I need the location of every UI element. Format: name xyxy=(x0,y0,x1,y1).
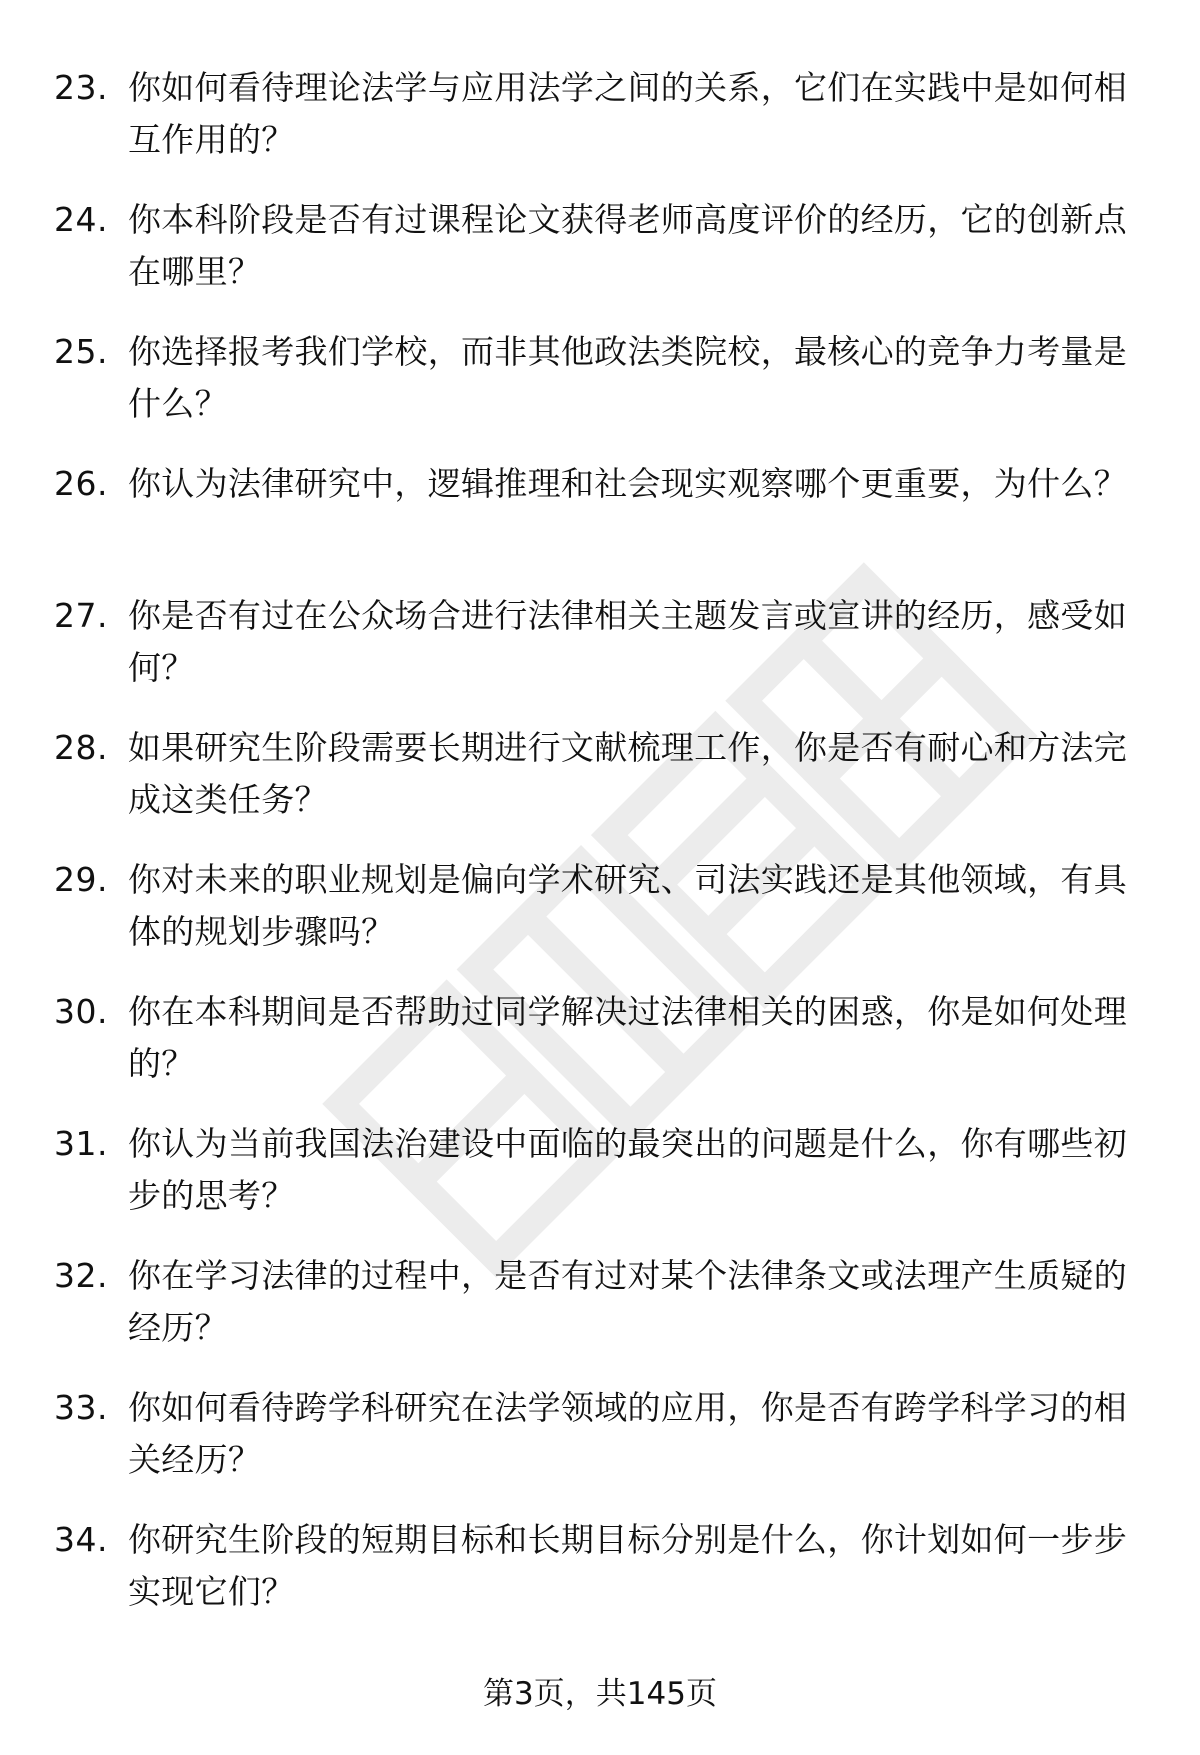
question-number: 29. xyxy=(54,860,108,899)
question-text: 你对未来的职业规划是偏向学术研究、司法实践还是其他领域，有具体的规划步骤吗？ xyxy=(128,860,1127,951)
question-number: 33. xyxy=(54,1388,108,1427)
list-item xyxy=(0,1510,1200,1642)
list-item xyxy=(0,718,1200,850)
question-text: 你在学习法律的过程中，是否有过对某个法律条文或法理产生质疑的经历？ xyxy=(128,1256,1127,1347)
list-item xyxy=(0,190,1200,322)
question-number: 24. xyxy=(54,200,108,239)
page-number-footer: 第3页，共145页 xyxy=(483,1676,717,1712)
question-number: 32. xyxy=(54,1256,108,1295)
list-item xyxy=(0,850,1200,982)
question-text: 你是否有过在公众场合进行法律相关主题发言或宣讲的经历，感受如何？ xyxy=(128,596,1127,687)
question-number: 26. xyxy=(54,464,108,503)
list-item xyxy=(0,1114,1200,1246)
question-text: 你本科阶段是否有过课程论文获得老师高度评价的经历，它的创新点在哪里？ xyxy=(128,200,1127,291)
question-text: 你在本科期间是否帮助过同学解决过法律相关的困惑，你是如何处理的？ xyxy=(128,992,1127,1083)
list-item xyxy=(0,1378,1200,1510)
question-text: 你如何看待理论法学与应用法学之间的关系，它们在实践中是如何相互作用的？ xyxy=(128,68,1127,159)
list-item xyxy=(0,586,1200,718)
list-item xyxy=(0,58,1200,190)
question-number: 34. xyxy=(54,1520,108,1559)
question-number: 25. xyxy=(54,332,108,371)
question-number: 27. xyxy=(54,596,108,635)
question-text: 如果研究生阶段需要长期进行文献梳理工作，你是否有耐心和方法完成这类任务？ xyxy=(128,728,1127,819)
question-list xyxy=(0,58,1200,1642)
question-text: 你如何看待跨学科研究在法学领域的应用，你是否有跨学科学习的相关经历？ xyxy=(128,1388,1127,1479)
question-number: 28. xyxy=(54,728,108,767)
question-text: 你认为法律研究中，逻辑推理和社会现实观察哪个更重要，为什么？ xyxy=(128,464,1127,503)
question-number: 31. xyxy=(54,1124,108,1163)
question-number: 23. xyxy=(54,68,108,107)
question-text: 你选择报考我们学校，而非其他政法类院校，最核心的竞争力考量是什么？ xyxy=(128,332,1127,423)
question-text: 你认为当前我国法治建设中面临的最突出的问题是什么，你有哪些初步的思考？ xyxy=(128,1124,1127,1215)
question-text: 你研究生阶段的短期目标和长期目标分别是什么，你计划如何一步步实现它们？ xyxy=(128,1520,1127,1611)
list-item xyxy=(0,454,1200,586)
list-item xyxy=(0,982,1200,1114)
list-item xyxy=(0,322,1200,454)
question-number: 30. xyxy=(54,992,108,1031)
list-item xyxy=(0,1246,1200,1378)
